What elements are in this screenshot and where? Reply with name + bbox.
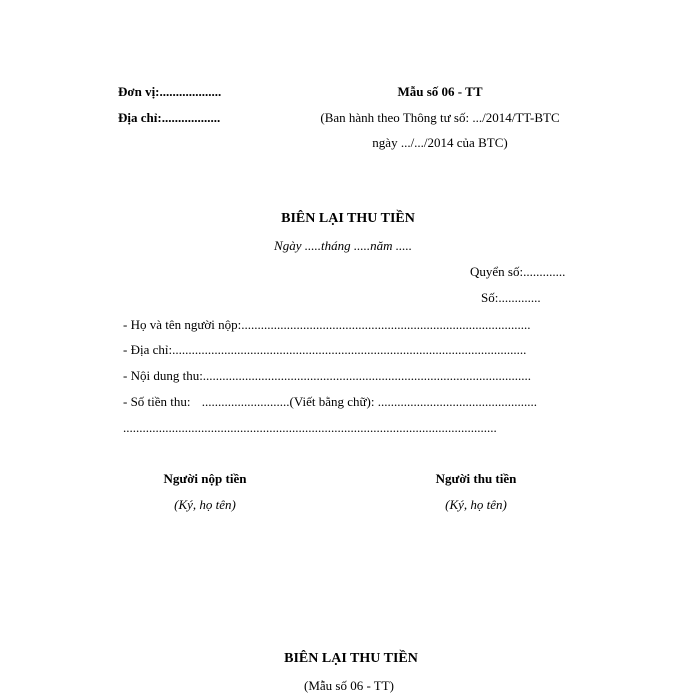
second-form-number: (Mẫu số 06 - TT) <box>303 678 395 693</box>
receipt-title: BIÊN LẠI THU TIỀN <box>281 211 415 226</box>
amount-in-words: (Viết bằng chữ): ................................................. <box>289 394 537 409</box>
amount-field <box>123 394 537 410</box>
address-label: Địa chỉ:.................. <box>118 110 221 125</box>
payer-signature-note: (Ký, họ tên) <box>174 497 236 512</box>
issuance-line-1: (Ban hành theo Thông tư số: .../2014/TT-BTC <box>320 110 560 125</box>
form-number: Mẫu số 06 - TT <box>397 84 483 99</box>
unit-label: Đơn vị:................... <box>118 84 222 99</box>
date-line: Ngày .....tháng .....năm ..... <box>274 238 412 253</box>
serial-number: Số:............. <box>481 290 541 305</box>
amount-dots: ........................... <box>201 394 290 409</box>
collector-signature-note: (Ký, họ tên) <box>445 497 507 512</box>
payer-signature-title: Người nộp tiền <box>163 471 247 486</box>
book-number: Quyển số:............. <box>470 264 566 279</box>
second-receipt-title: BIÊN LẠI THU TIỀN <box>284 651 418 666</box>
continuation-line: ................................................................................................................... <box>123 420 497 435</box>
issuance-line-2: ngày .../.../2014 của BTC) <box>372 135 508 150</box>
address-field: - Địa chỉ:............................................................................................................. <box>123 342 527 357</box>
amount-label: - Số tiền thu: <box>123 394 191 409</box>
collector-signature-title: Người thu tiền <box>435 471 517 486</box>
content-field: - Nội dung thu:..................................................................................................... <box>123 368 532 383</box>
payer-name-field: - Họ và tên người nộp:......................................................................................... <box>123 317 531 332</box>
